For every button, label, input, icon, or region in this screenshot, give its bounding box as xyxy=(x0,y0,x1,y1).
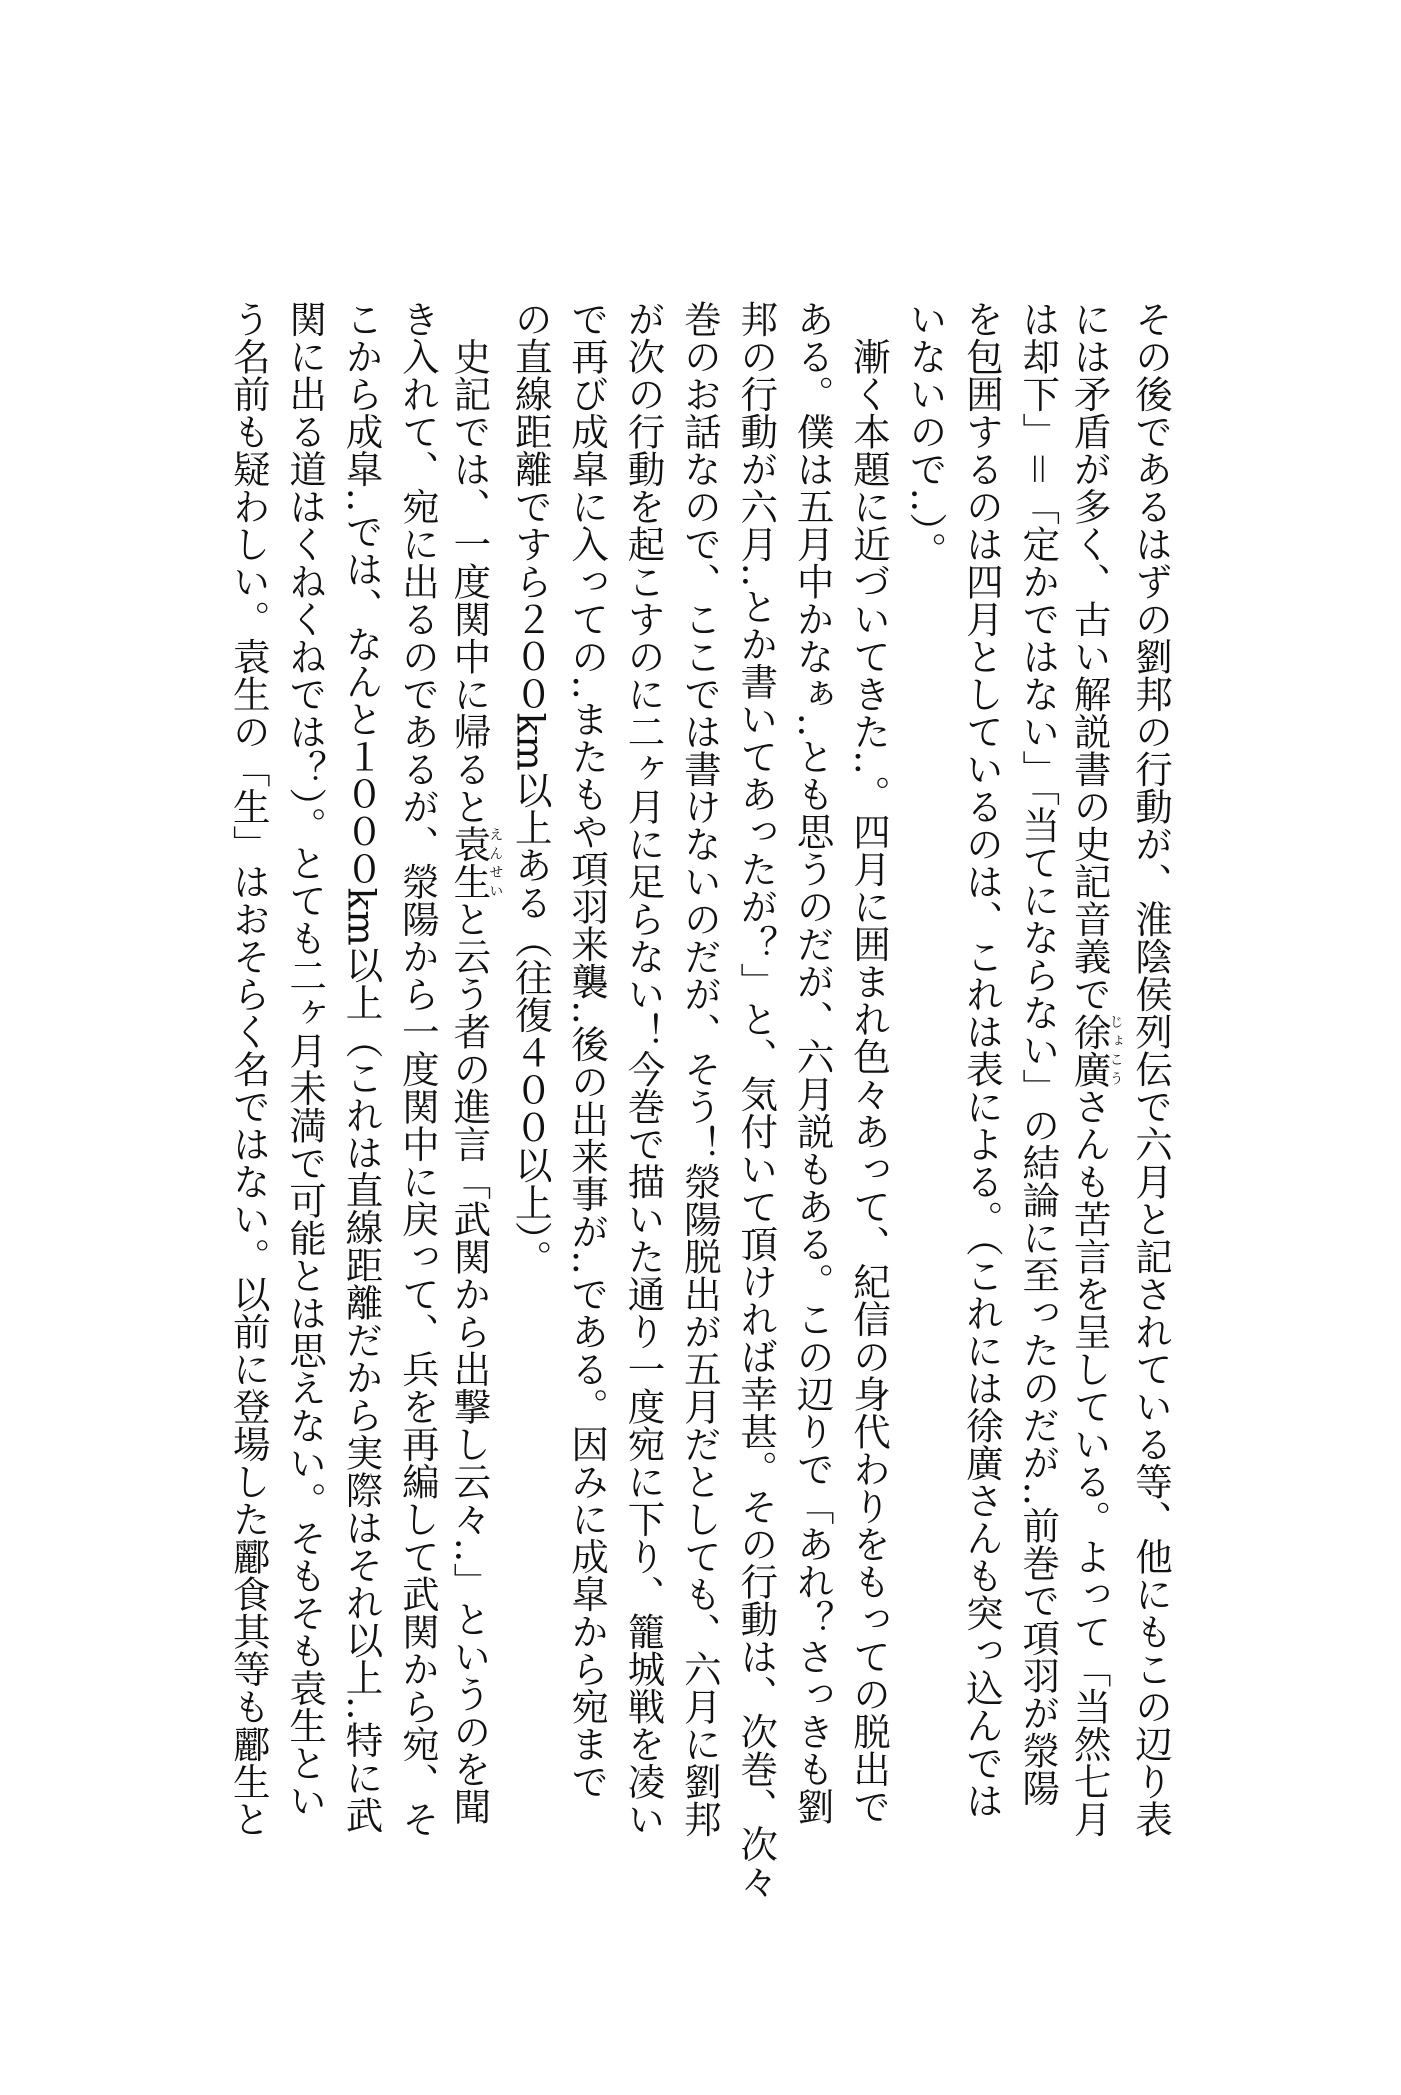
text-column: いないので‥）。 xyxy=(903,300,948,569)
text-column: き入れて、宛に出るのであるが、滎陽から一度関中に戻って、兵を再編して武関から宛、そ xyxy=(395,300,440,1838)
text-column: 関に出る道はくねくねでは？）。とても二ヶ月未満で可能とは思えない。そもそも袁生とい xyxy=(283,300,328,1819)
ruby-text: えんせい xyxy=(487,825,504,900)
text-column: の直線距離ですら２００km以上ある（往復４００以上）。 xyxy=(508,300,553,1278)
text-column xyxy=(1066,300,1122,1845)
text-column: で再び成皐に入っての‥またもや項羽来襲‥後の出来事が‥である。因みに成皐から宛まで xyxy=(565,300,610,1801)
text-column: う名前も疑わしい。袁生の「生」はおそらく名ではない。以前に登場した酈食其等も酈生と xyxy=(226,300,271,1838)
text-column: を包囲するのは四月としているのは、これは表による。（これには徐廣さんも突っ込んでは xyxy=(959,300,1004,1819)
text-segment: には矛盾が多く、古い解説書の史記音義で xyxy=(1067,300,1112,1013)
text-column xyxy=(446,300,502,1845)
text-column: が次の行動を起こすのに二ヶ月に足らない！今巻で描いた通り一度宛に下り、籠城戦を凌い xyxy=(621,300,666,1838)
ruby-base: 袁生 xyxy=(447,825,492,900)
text-column: 邦の行動が六月‥とか書いてあったが？」と、気付いて頂ければ幸甚。その行動は、次巻、次々 xyxy=(734,300,779,1901)
ruby-text: じょこう xyxy=(1107,1012,1124,1088)
text-column: は却下」＝「定かではない」「当てにならない」の結論に至ったのだが‥前巻で項羽が滎陽 xyxy=(1016,300,1061,1807)
ruby-annotation xyxy=(1067,1012,1124,1088)
ruby-annotation xyxy=(447,825,504,900)
text-column: こから成皐‥では、なんと１０００km以上（これは直線距離だから実際はそれ以上‥特に武 xyxy=(339,300,384,1834)
text-column: その後であるはずの劉邦の行動が、淮陰侯列伝で六月と記されている等、他にもこの辺り表 xyxy=(1129,300,1173,1838)
text-segment: さんも苦言を呈している。よって「当然七月 xyxy=(1067,1087,1112,1838)
text-column: 漸く本題に近づいてきた‥。四月に囲まれ色々あって、紀信の身代わりをもっての脱出で xyxy=(847,300,892,1826)
text-column: 巻のお話なので、ここでは書けないのだが、そう！滎陽脱出が五月だとしても、六月に劉邦 xyxy=(677,300,722,1838)
vertical-text-page xyxy=(220,300,1179,1901)
text-segment: 史記では、一度関中に帰ると xyxy=(447,300,492,825)
text-segment: と云う者の進言「武関から出撃し云々‥」というのを聞 xyxy=(447,900,492,1826)
ruby-base: 徐廣 xyxy=(1067,1012,1112,1088)
text-column: ある。僕は五月中かなぁ‥とも思うのだが、六月説もある。この辺りで「あれ？さっきも劉 xyxy=(790,300,835,1826)
